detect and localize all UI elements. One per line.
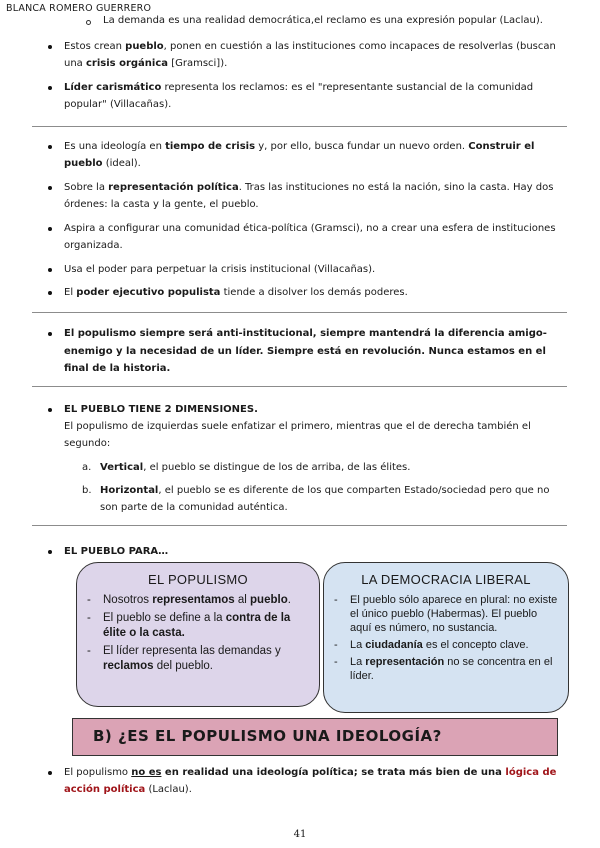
point-poder-ejecutivo: El poder ejecutivo populista tiende a disolver los demás poderes.	[64, 287, 408, 298]
bullet	[48, 145, 52, 149]
section-divider	[32, 312, 567, 313]
section-divider	[32, 386, 567, 387]
dimensiones-intro: El populismo de izquierdas suele enfatizar el primero, mientras que el de derecha también el segundo:	[64, 421, 531, 449]
list-item: - La ciudadanía es el concepto clave.	[334, 639, 529, 651]
point-crean-pueblo: Estos crean pueblo, ponen en cuestión a las instituciones como incapaces de resolverlas (buscan una crisis orgánica [Gramsci]).	[64, 41, 556, 69]
section-banner	[72, 718, 558, 756]
point-perpetuar-crisis: Usa el poder para perpetuar la crisis institucional (Villacañas).	[64, 264, 376, 275]
bullet	[48, 550, 52, 554]
bullet	[48, 268, 52, 272]
section-divider	[32, 126, 567, 127]
populismo-list	[77, 593, 319, 674]
list-item: - El líder representa las demandas y reclamos del pueblo.	[87, 645, 281, 672]
democracia-liberal-box	[323, 562, 569, 713]
bullet	[48, 227, 52, 231]
heading-el-pueblo-para: EL PUEBLO PARA…	[64, 546, 169, 557]
sub-bullet	[86, 20, 91, 25]
bullet	[48, 332, 52, 336]
section-divider	[32, 525, 567, 526]
point-representacion-politica: Sobre la representación política. Tras las instituciones no está la nación, sino la casta. Hay dos órdenes: la casta y la gente, el pueblo.	[64, 182, 554, 210]
list-item: - El pueblo sólo aparece en plural: no existe el único pueblo (Habermas). El pueblo aquí es número, no sustancia.	[334, 594, 558, 634]
bullet	[48, 291, 52, 295]
point-logica-accion-politica: El populismo no es en realidad una ideología política; se trata más bien de una lógica de acción política (Laclau).	[64, 767, 557, 795]
point-lider-carismatico: Líder carismático representa los reclamos: es el "representante sustancial de la comunidad popular" (Villacañas).	[64, 82, 534, 110]
point-anti-institucional: El populismo siempre será anti-institucional, siempre mantendrá la diferencia amigo-enemigo y la necesidad de un líder. Siempre está en revolución. Nunca estamos en el final de la historia.	[64, 328, 547, 374]
bullet	[48, 771, 52, 775]
populismo-box-title: EL POPULISMO	[148, 572, 248, 587]
dimension-vertical: Vertical, el pueblo se distingue de los de arriba, de las élites.	[100, 462, 411, 473]
header-author: BLANCA ROMERO GUERRERO	[6, 3, 152, 14]
bullet	[48, 186, 52, 190]
point-tiempo-de-crisis: Es una ideología en tiempo de crisis y, por ello, busca fundar un nuevo orden. Construir el pueblo (ideal).	[64, 141, 535, 169]
dimension-horizontal: Horizontal, el pueblo se es diferente de los que comparten Estado/sociedad pero que no son parte de la comunidad auténtica.	[100, 485, 550, 513]
list-marker-a: a.	[82, 462, 92, 473]
banner-title: B) ¿ES EL POPULISMO UNA IDEOLOGÍA?	[93, 727, 442, 745]
bullet	[48, 86, 52, 90]
list-item: - El pueblo se define a la contra de la élite o la casta.	[87, 612, 291, 639]
democracia-box-title: LA DEMOCRACIA LIBERAL	[361, 572, 531, 587]
list-item: - Nosotros representamos al pueblo.	[87, 594, 291, 606]
democracia-list	[324, 593, 568, 683]
page-number: 41	[293, 829, 307, 840]
bullet	[48, 408, 52, 412]
point-comunidad-etica: Aspira a configurar una comunidad ética-política (Gramsci), no a crear una esfera de instituciones organizada.	[64, 223, 556, 251]
bullet	[48, 45, 52, 49]
list-marker-b: b.	[82, 485, 92, 496]
heading-dos-dimensiones: EL PUEBLO TIENE 2 DIMENSIONES.	[64, 404, 258, 415]
list-item: - La representación no se concentra en el líder.	[334, 656, 553, 682]
populismo-box	[76, 562, 320, 707]
sub-point-demanda: La demanda es una realidad democrática,el reclamo es una expresión popular (Laclau).	[103, 15, 543, 26]
